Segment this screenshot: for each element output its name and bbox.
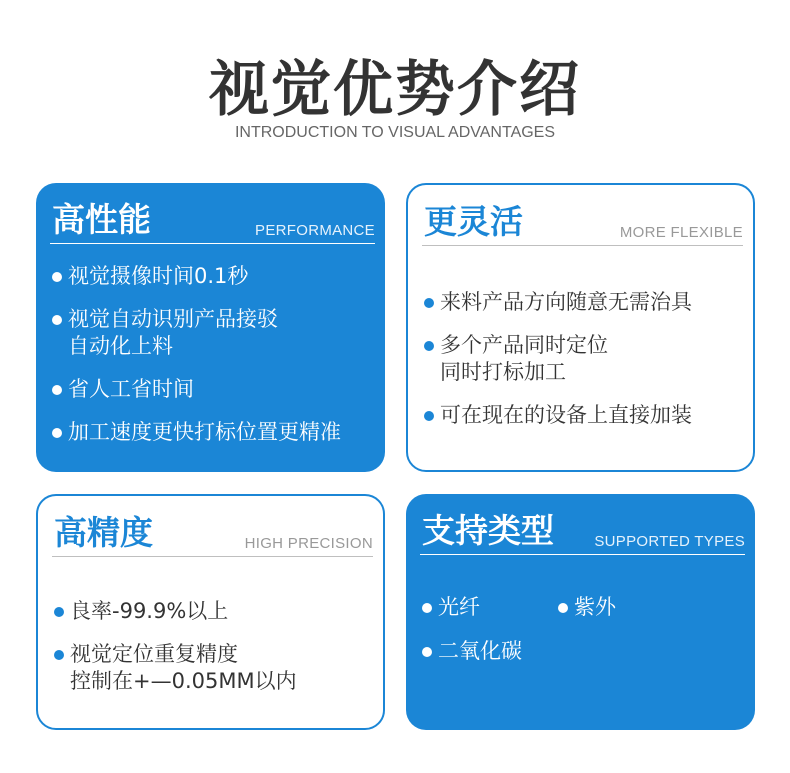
list-item: 多个产品同时定位 同时打标加工 bbox=[422, 332, 749, 386]
list-item: 加工速度更快打标位置更精准 bbox=[50, 419, 381, 446]
card-subtitle: SUPPORTED TYPES bbox=[594, 533, 745, 550]
bullet-dot-icon bbox=[52, 315, 62, 325]
card-header bbox=[52, 510, 373, 556]
feature-list bbox=[52, 598, 379, 711]
list-item: 二氧化碳 bbox=[420, 638, 522, 665]
list-item: 光纤 bbox=[420, 594, 480, 621]
list-item: 视觉定位重复精度 控制在+—0.05MM以内 bbox=[52, 641, 379, 695]
precision-card bbox=[36, 494, 385, 730]
list-item: 来料产品方向随意无需治具 bbox=[422, 289, 749, 316]
list-item: 良率-99.9%以上 bbox=[52, 598, 379, 625]
card-title: 支持类型 bbox=[422, 511, 554, 550]
card-subtitle: PERFORMANCE bbox=[255, 222, 375, 239]
card-subtitle: HIGH PRECISION bbox=[244, 535, 373, 552]
bullet-dot-icon bbox=[422, 647, 432, 657]
bullet-dot-icon bbox=[422, 603, 432, 613]
feature-list bbox=[422, 289, 749, 445]
supported-types-card bbox=[406, 494, 755, 730]
divider bbox=[420, 554, 745, 555]
divider bbox=[422, 245, 743, 246]
card-title: 高性能 bbox=[52, 200, 151, 239]
list-item: 省人工省时间 bbox=[50, 376, 381, 403]
card-subtitle: MORE FLEXIBLE bbox=[619, 224, 743, 241]
type-list bbox=[420, 594, 745, 682]
list-item: 紫外 bbox=[556, 594, 616, 621]
performance-card bbox=[36, 183, 385, 472]
bullet-dot-icon bbox=[54, 607, 64, 617]
divider bbox=[52, 556, 373, 557]
flexible-card bbox=[406, 183, 755, 472]
list-item: 可在现在的设备上直接加装 bbox=[422, 402, 749, 429]
bullet-dot-icon bbox=[558, 603, 568, 613]
card-title: 高精度 bbox=[54, 513, 153, 552]
bullet-dot-icon bbox=[424, 298, 434, 308]
list-item: 视觉摄像时间0.1秒 bbox=[50, 263, 381, 290]
feature-list bbox=[50, 263, 381, 462]
bullet-dot-icon bbox=[424, 341, 434, 351]
card-header bbox=[50, 197, 375, 243]
page-subtitle: INTRODUCTION TO VISUAL ADVANTAGES bbox=[234, 124, 556, 141]
bullet-dot-icon bbox=[54, 650, 64, 660]
divider bbox=[50, 243, 375, 244]
bullet-dot-icon bbox=[52, 272, 62, 282]
card-title: 更灵活 bbox=[424, 202, 523, 241]
list-item: 视觉自动识别产品接驳 自动化上料 bbox=[50, 306, 381, 360]
page-title: 视觉优势介绍 bbox=[209, 55, 581, 125]
card-header bbox=[420, 508, 745, 554]
card-header bbox=[422, 199, 743, 245]
bullet-dot-icon bbox=[52, 428, 62, 438]
bullet-dot-icon bbox=[424, 411, 434, 421]
bullet-dot-icon bbox=[52, 385, 62, 395]
